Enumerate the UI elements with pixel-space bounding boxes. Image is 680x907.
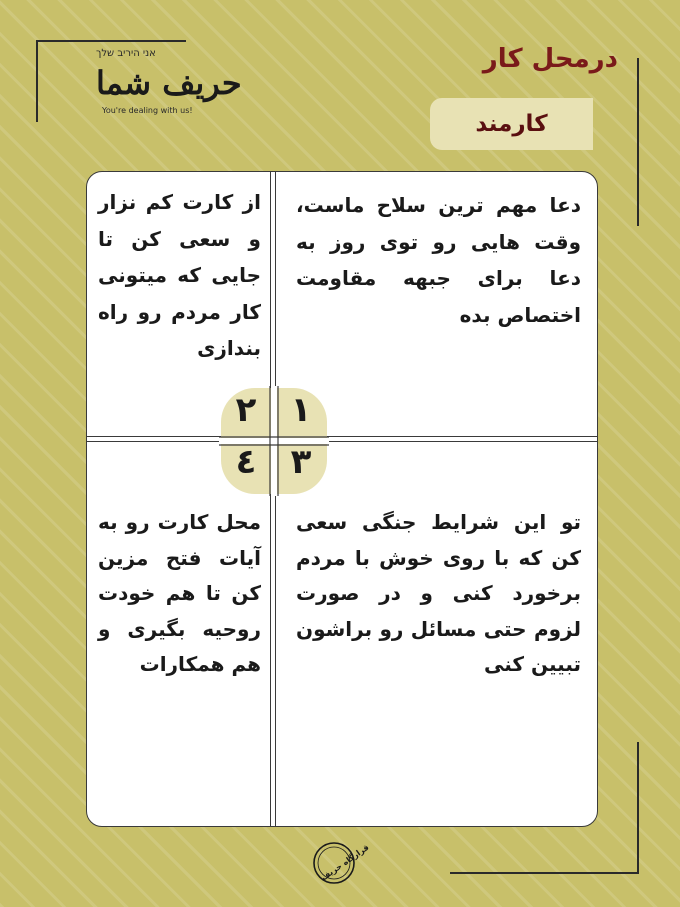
number-4: ٤ [235, 442, 257, 482]
number-3: ٣ [290, 442, 312, 482]
number-1: ١ [290, 390, 312, 430]
role-badge-label: کارمند [475, 111, 548, 137]
frame-line-bottom-right-h [450, 872, 639, 874]
logo-hebrew-text: אני היריב שלך [96, 48, 156, 59]
tip-text-2: از کارت کم نزار و سعی کن تا جایی که میتونی کار مردم رو راه بندازی [98, 190, 261, 360]
role-badge [430, 98, 593, 150]
tip-text-1: دعا مهم ترین سلاح ماست، وقت هایی رو توی روز به دعا برای جبهه مقاومت اختصاص بده [296, 193, 581, 327]
logo-english-text: You're dealing with us! [102, 106, 193, 115]
frame-line-bottom-right-v [637, 742, 639, 874]
page-title: درمحل کار [482, 44, 618, 74]
brand-logo [36, 40, 242, 122]
footer-seal-text: قرارگاه حریف [319, 842, 371, 883]
logo-main-text: حریف شما [96, 64, 242, 102]
number-2: ٢ [235, 390, 257, 430]
tip-text-3: تو این شرایط جنگی سعی کن که با روی خوش با مردم برخورد کنی و در صورت لزوم حتی مسائل رو براشون تبیین کنی [296, 510, 581, 676]
card-divider-vertical [270, 171, 276, 827]
tip-text-4: محل کارت رو به آیات فتح مزین کن تا هم خودت روحیه بگیری و هم همکارات [98, 510, 261, 676]
frame-line-top-right-v [637, 58, 639, 226]
card-divider-horizontal [86, 436, 598, 442]
